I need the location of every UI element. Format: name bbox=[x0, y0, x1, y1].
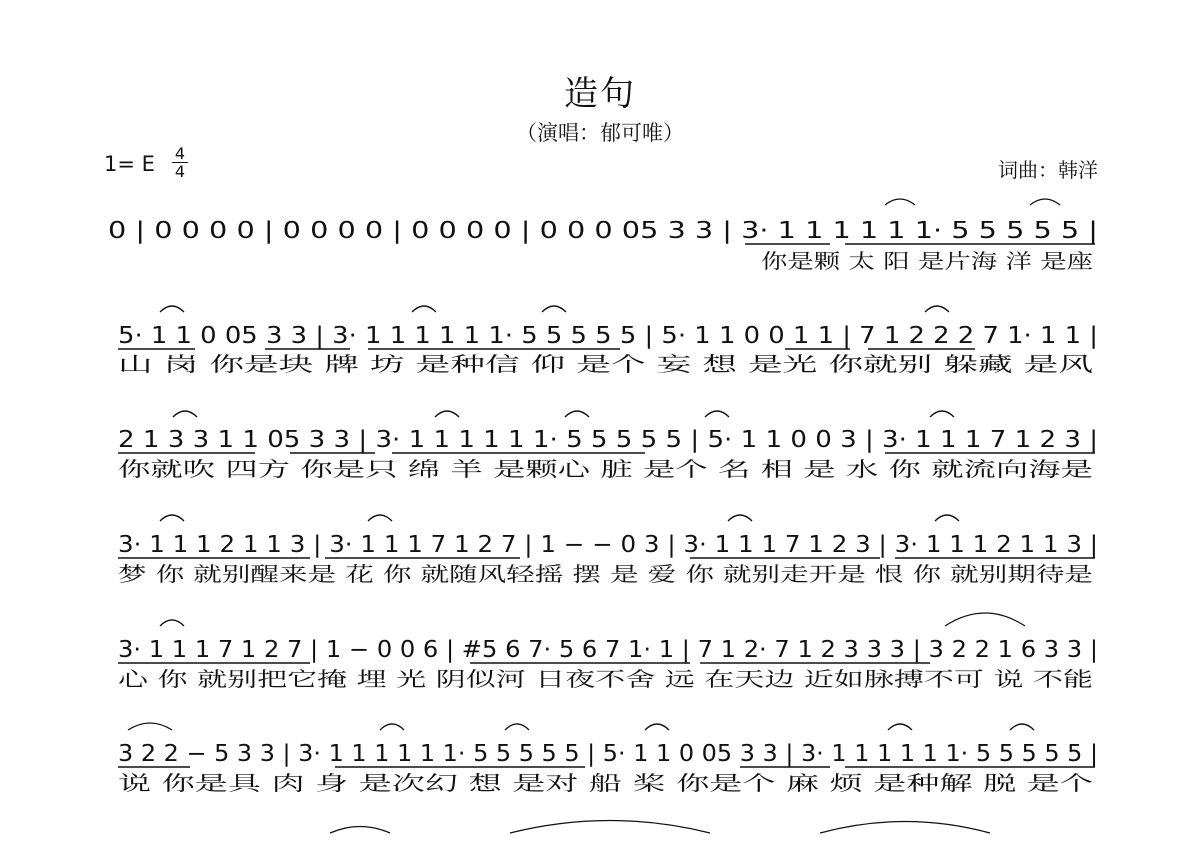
time-signature-top: 4 bbox=[174, 144, 186, 163]
score-system bbox=[118, 637, 1098, 691]
lyric-line: 梦 你 就别醒来是 花 你 就随风轻摇 摆 是 爱 你 就别走开是 恨 你 就别期待是 bbox=[118, 562, 1093, 586]
key-signature: 1= E bbox=[104, 152, 155, 176]
slur-arcs bbox=[128, 199, 1060, 833]
notation-line: 3· 1 1 1 2 1 1 3 | 3· 1 1 1 7 1 2 7 | 1 − − 0 3 | 3· 1 1 1 7 1 2 3 | 3· 1 1 1 2 1 1 3 | bbox=[118, 532, 1098, 558]
time-signature-bottom: 4 bbox=[172, 162, 188, 180]
lyric-line: 说 你是具 肉 身 是次幻 想 是对 船 桨 你是个 麻 烦 是种解 脱 是个 bbox=[118, 771, 1093, 795]
composer-credit: 词曲：韩洋 bbox=[998, 158, 1098, 182]
lyric-line: 山 岗 你是块 牌 坊 是种信 仰 是个 妄 想 是光 你就别 躲藏 是风 bbox=[118, 352, 1093, 376]
notation-line: 3· 1 1 1 7 1 2 7 | 1 − 0 0 6 | #5 6 7· 5 6 7 1· 1 | 7 1 2· 7 1 2 3 3 3 | 3 2 2 1 6 3 3 | bbox=[118, 637, 1098, 663]
song-title: 造句 bbox=[564, 74, 636, 114]
notation-line: 2 1 3 3 1 1 05 3 3 | 3· 1 1 1 1 1 1· 5 5 5 5 5 | 5· 1 1 0 0 3 | 3· 1 1 1 7 1 2 3 | bbox=[118, 427, 1098, 453]
lyric-line: 你就吹 四方 你是只 绵 羊 是颗心 脏 是个 名 相 是 水 你 就流向海是 bbox=[118, 457, 1093, 481]
notation-line: 0 | 0 0 0 0 | 0 0 0 0 | 0 0 0 0 | 0 0 0 05 3 3 | 3· 1 1 1 1 1 1· 5 5 5 5 5 | bbox=[108, 218, 1098, 244]
notation-line: 5· 1 1 0 05 3 3 | 3· 1 1 1 1 1 1· 5 5 5 5 5 | 5· 1 1 0 0 1 1 | 7 1 2 2 2 7 1· 1 1 | bbox=[118, 323, 1098, 349]
singer-credit: （演唱：郁可唯） bbox=[516, 121, 684, 145]
score-system bbox=[118, 741, 1098, 795]
score-system bbox=[118, 427, 1098, 481]
notation-line: 3 2 2 − 5 3 3 | 3· 1 1 1 1 1 1· 5 5 5 5 5 | 5· 1 1 0 05 3 3 | 3· 1 1 1 1 1 1· 5 5 5 5 5 | bbox=[118, 741, 1098, 767]
score-system bbox=[118, 532, 1098, 586]
lyric-line: 你是颗 太 阳 是片海 洋 是座 bbox=[761, 249, 1093, 273]
lyric-line: 心 你 就别把它掩 埋 光 阴似河 日夜不舍 远 在天边 近如脉搏不可 说 不能 bbox=[118, 667, 1093, 691]
score-system bbox=[108, 218, 1098, 273]
